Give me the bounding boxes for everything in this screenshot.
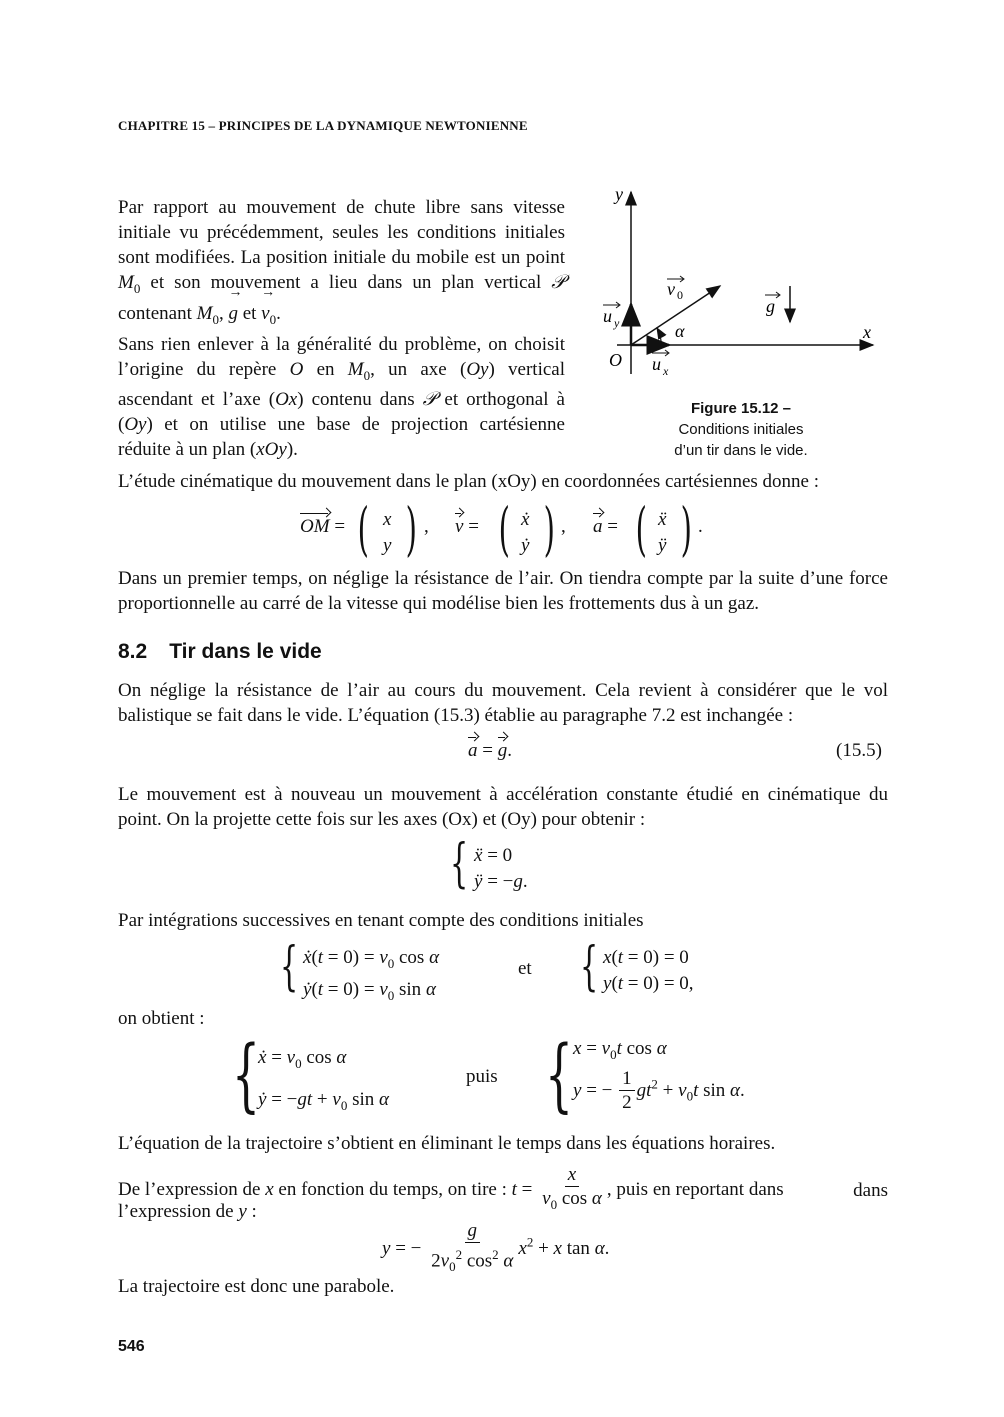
x-label: x <box>863 322 871 342</box>
position-x-equation: $x = v_0t$ cos α <box>573 1038 667 1062</box>
equation-15-5: a = g. <box>468 740 512 761</box>
figure-caption-line1: Conditions initiales <box>678 421 804 438</box>
brace-position: { <box>545 1028 573 1121</box>
section-heading <box>118 640 322 664</box>
uy-label <box>603 302 620 330</box>
svg-text:v: v <box>667 279 675 299</box>
then-word: puis <box>466 1066 498 1087</box>
intro-text-1: Par rapport au mouvement de chute libre sans vitesse initiale vu précédemment, seules les conditions initiales sont modifiées. La position initiale du mobile est un point <box>118 197 565 268</box>
svg-text:x: x <box>663 364 669 378</box>
intro-text-2: Sans rien enlever à la généralité du problème, on choisit l’origine du repère <box>118 333 565 380</box>
equation-number: (15.5) <box>836 740 882 761</box>
svg-text:y: y <box>614 316 620 330</box>
parabola-text: La trajectoire est donc une parabole. <box>118 1276 395 1297</box>
velocity-equations: ẋ = $v_0$ cos α ẏ = $-gt + v_0$ sin α <box>258 1047 389 1113</box>
running-head: CHAPITRE 15 – PRINCIPES DE LA DYNAMIQUE NEWTONIENNE <box>118 118 528 133</box>
figure-caption-label: Figure 15.12 – <box>690 400 792 417</box>
and-word: et <box>518 958 532 979</box>
initial-velocity-conditions: ẋ(t = $0) = v_0$ cos α ẏ(t = $0) = v_0$ sin α <box>303 947 440 1003</box>
initial-position-conditions: x(t = 0) = 0 y(t = 0) = 0, <box>603 947 694 994</box>
g-label <box>765 292 780 316</box>
figure-diagram <box>595 182 895 382</box>
section-title: Tir dans le vide <box>169 640 322 663</box>
then-in-word: dans <box>853 1179 888 1201</box>
vacuum-paragraph: On néglige la résistance de l’air au cours du mouvement. Cela revient à considérer que le vol balistique se fait dans le vide. L’équation (15.3) établie au paragraphe 7.2 est inchangée : <box>118 680 888 726</box>
integrations-paragraph: Par intégrations successives en tenant compte des conditions initiales <box>118 910 644 931</box>
figure-caption-line2: d’un tir dans le vide. <box>674 442 808 459</box>
acceleration-system: ẍ = 0 ÿ = −g. <box>474 845 528 892</box>
trajectory-equation: y = − $\frac{g}{2v_0^2 \cos^2 \alpha}$ $x^2 + x$ tan α. <box>382 1220 610 1275</box>
ux-label <box>652 350 669 378</box>
brace-ic2: { <box>580 937 599 997</box>
section-number: 8.2 <box>118 640 148 663</box>
svg-text:g: g <box>766 296 775 316</box>
trajectory-paragraph: L’équation de la trajectoire s’obtient en éliminant le temps dans les équations horaires. <box>118 1133 776 1154</box>
position-y-equation: y = − $\frac{1}{2}$ $gt^2 + v_0t$ sin α. <box>573 1068 745 1113</box>
v0-label <box>667 276 684 302</box>
paren-open: ( <box>357 495 369 563</box>
y-label: y <box>615 184 623 204</box>
constant-acceleration-paragraph: Le mouvement est à nouveau un mouvement à accélération constante étudié en cinématique du point. On la projette cette fois sur les axes (Ox) et (Oy) pour obtenir : <box>118 784 888 830</box>
intro-paragraph: Par rapport au mouvement de chute libre sans vitesse initiale vu précédemment, seules les conditions initiales sont modifiées. La position initiale du mobile est un point $M_0$ et son mouvement a lieu dans un plan vertical 𝒫 contenant $M_0$, → g et → $v_0$. Sans rien enlever à la généralité du problème, on choisit l’origine du repère O en $M_0$, un axe (Oy) vertical ascendant et l’axe (Ox) contenu dans 𝒫 et orthogonal à (Oy) et on utilise une base de projection cartésienne réduite à un plan (xOy). <box>118 195 565 462</box>
origin-label: O <box>609 350 622 370</box>
page-number: 546 <box>118 1338 145 1355</box>
expr-y-text: l’expression de y : <box>118 1201 257 1222</box>
air-resistance-paragraph: Dans un premier temps, on néglige la résistance de l’air. On tiendra compte par la suite d’une force proportionnelle au carré de la vitesse qui modélise bien les frottements dus à un gaz. <box>118 568 888 614</box>
brace-acc: { <box>450 834 469 894</box>
brace-velocity: { <box>232 1028 260 1121</box>
svg-text:u: u <box>652 354 661 374</box>
svg-text:0: 0 <box>677 288 683 302</box>
vector-definitions: OM = <box>300 516 346 537</box>
kinematics-paragraph: L’étude cinématique du mouvement dans le plan (xOy) en coordonnées cartésiennes donne : <box>118 471 820 492</box>
obtain-text: on obtient : <box>118 1008 205 1029</box>
figure-caption <box>612 398 870 461</box>
alpha-label: α <box>675 321 685 341</box>
svg-text:u: u <box>603 306 612 326</box>
alpha-arc <box>657 328 661 345</box>
brace-ic1: { <box>280 937 299 997</box>
time-expression-paragraph: De l’expression de x en fonction du temps, on tire : t = $\frac{x}{v_0 \cos \alpha}$ , puis en reportant dans dans <box>118 1164 888 1212</box>
